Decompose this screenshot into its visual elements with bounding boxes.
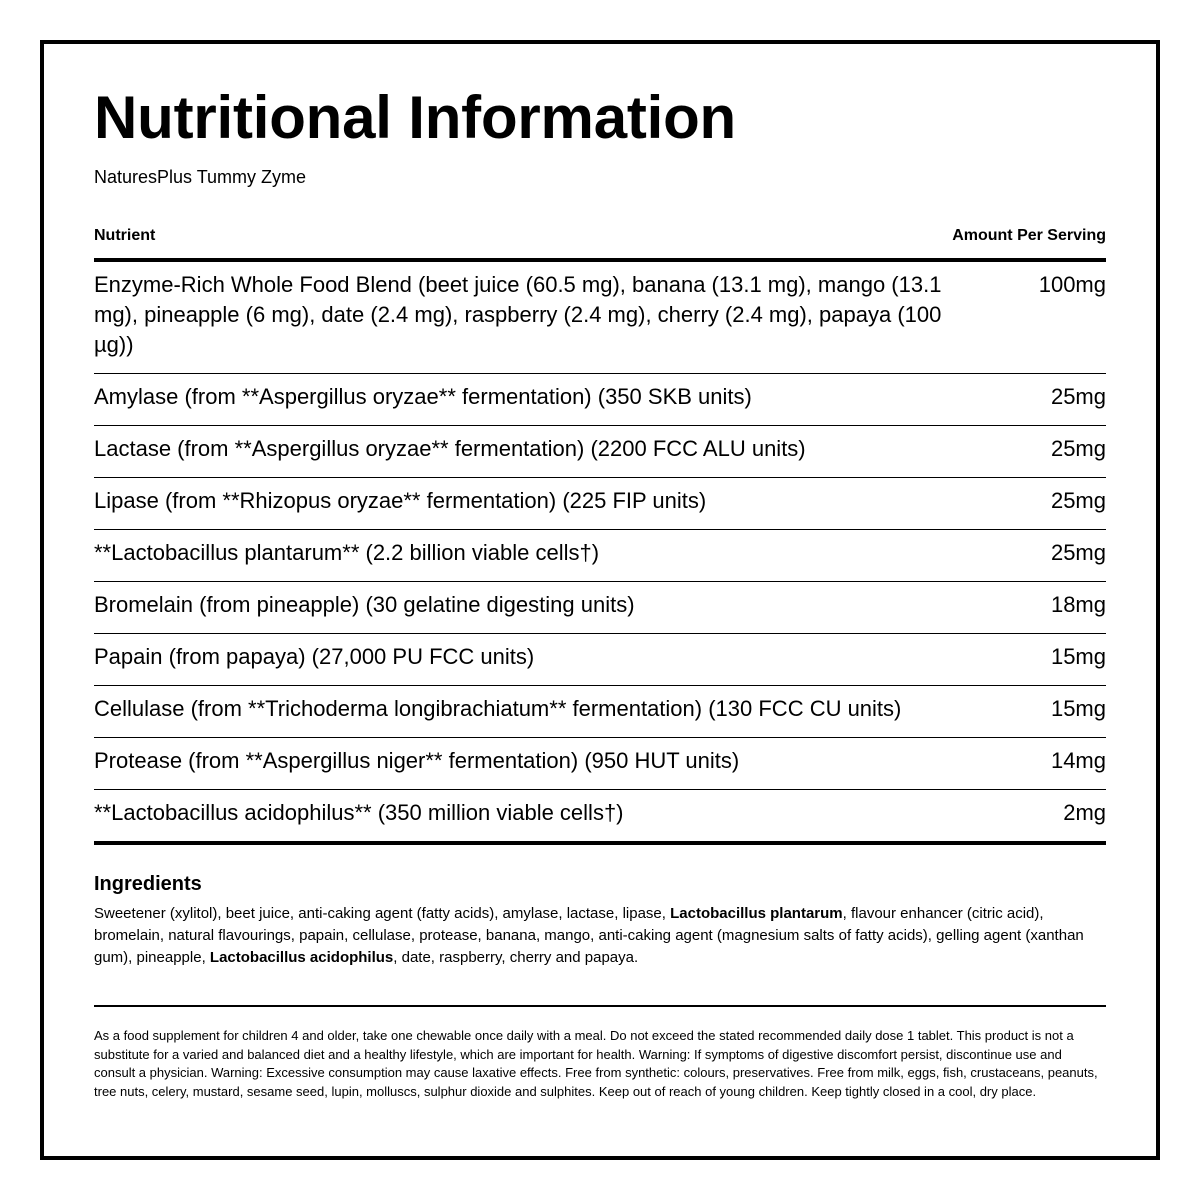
nutrient-amount: 15mg xyxy=(1050,644,1106,669)
table-row xyxy=(94,426,1106,478)
nutrient-name: Lactase (from **Aspergillus oryzae** fermentation) (2200 FCC ALU units) xyxy=(94,436,806,461)
nutrient-amount: 25mg xyxy=(1050,488,1106,513)
nutrient-name: Amylase (from **Aspergillus oryzae** fermentation) (350 SKB units) xyxy=(94,384,752,409)
nutrient-name: Papain (from papaya) (27,000 PU FCC units) xyxy=(94,644,535,669)
table-header xyxy=(94,226,1106,262)
ingredients-heading: Ingredients xyxy=(94,873,202,895)
nutrient-name: Bromelain (from pineapple) (30 gelatine digesting units) xyxy=(94,592,635,617)
nutrient-amount: 18mg xyxy=(1050,592,1106,617)
table-row xyxy=(94,790,1106,845)
ingredients-text xyxy=(94,903,1106,1007)
nutrient-table xyxy=(94,262,1106,845)
nutrient-amount: 25mg xyxy=(1050,384,1106,409)
ingredients-part-1: Sweetener (xylitol), beet juice, anti-caking agent (fatty acids), amylase, lactase, lipase, xyxy=(94,905,671,922)
nutrient-amount: 100mg xyxy=(1038,272,1106,297)
table-row xyxy=(94,262,1106,374)
table-row xyxy=(94,530,1106,582)
table-row xyxy=(94,374,1106,426)
nutrient-amount: 2mg xyxy=(1063,800,1106,825)
nutrient-amount: 15mg xyxy=(1050,696,1106,721)
product-name: NaturesPlus Tummy Zyme xyxy=(94,167,307,187)
nutrient-amount: 25mg xyxy=(1050,436,1106,461)
nutrient-name: **Lactobacillus acidophilus** (350 million viable cells†) xyxy=(94,800,624,825)
nutrient-name: Protease (from **Aspergillus niger** fermentation) (950 HUT units) xyxy=(94,748,740,773)
nutrient-name: Enzyme-Rich Whole Food Blend (beet juice (60.5 mg), banana (13.1 mg), mango (13.1 mg), pineapple (6 mg), date (2.4 mg), raspberry (2.4 mg), cherry (2.4 mg), papaya (100 µg)) xyxy=(94,272,942,357)
nutrient-name: Cellulase (from **Trichoderma longibrachiatum** fermentation) (130 FCC CU units) xyxy=(94,696,902,721)
nutrient-name: **Lactobacillus plantarum** (2.2 billion viable cells†) xyxy=(94,540,600,565)
header-amount: Amount Per Serving xyxy=(952,227,1106,244)
table-row xyxy=(94,478,1106,530)
header-nutrient: Nutrient xyxy=(94,227,156,244)
table-row xyxy=(94,582,1106,634)
nutrient-name: Lipase (from **Rhizopus oryzae** fermentation) (225 FIP units) xyxy=(94,488,707,513)
table-row xyxy=(94,738,1106,790)
table-row xyxy=(94,634,1106,686)
ingredients-part-2: , flavour enhancer (citric acid), bromelain, natural flavourings, papain, cellulase, protease, banana, mango, anti-caking agent (magnesium salts of fatty acids), gelling agent (xanthan gum), pineapple, xyxy=(94,905,1084,966)
ingredients-part-3: , date, raspberry, cherry and papaya. xyxy=(393,949,639,966)
usage-notice: As a food supplement for children 4 and older, take one chewable once daily with a meal. Do not exceed the stated recommended daily dose 1 tablet. This product is not a substitute for a varied and balanced diet and a healthy lifestyle, which are important for health. Warning: If symptoms of digestive discomfort persist, discontinue use and consult a physician. Warning: Excessive consumption may cause laxative effects. Free from synthetic: colours, preservatives. Free from milk, eggs, fish, crustaceans, peanuts, tree nuts, celery, mustard, sesame seed, lupin, molluscs, sulphur dioxide and sulphites. Keep out of reach of young children. Keep tightly closed in a cool, dry place. xyxy=(94,1028,1098,1099)
ingredients-bold-1: Lactobacillus plantarum xyxy=(670,905,843,922)
page-title: Nutritional Information xyxy=(94,84,737,151)
table-row xyxy=(94,686,1106,738)
nutrient-amount: 25mg xyxy=(1050,540,1106,565)
nutrition-label xyxy=(94,84,1106,1101)
ingredients-bold-2: Lactobacillus acidophilus xyxy=(209,949,394,966)
nutrient-amount: 14mg xyxy=(1050,748,1106,773)
